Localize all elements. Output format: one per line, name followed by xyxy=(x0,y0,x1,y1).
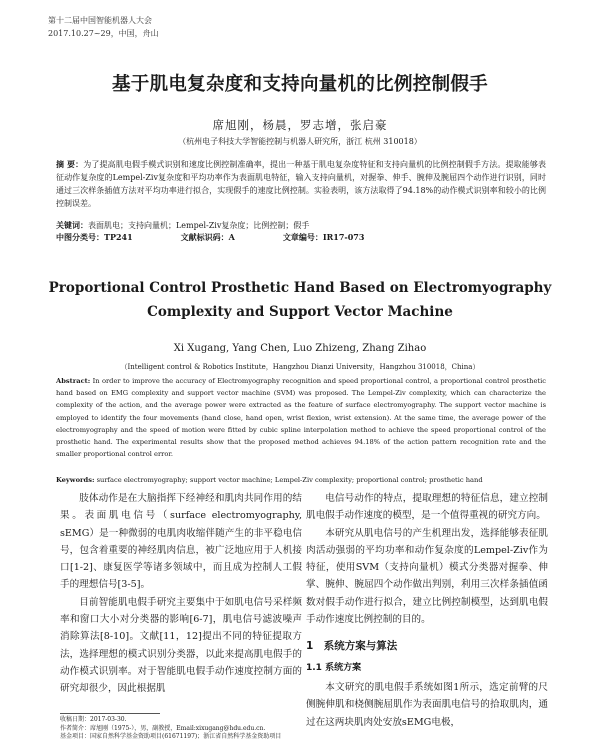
body-paragraph: 肢体动作是在大脑指挥下经神经和肌肉共同作用的结果。表面肌电信号（surface electromyography, sEMG）是一种微弱的电肌肉收缩伴随产生的非平稳电信号，包含着重要的神经肌肉信息，被广泛地应用于人机接口[1-2]、康复医学等诸多领域中，而且成为控制人工假手的理想信号[3-5]。 xyxy=(60,493,302,591)
chinese-keywords xyxy=(56,219,546,232)
conference-name: 第十二届中国智能机器人大会 xyxy=(48,16,152,25)
footnote-received: 收稿日期：2017-03-30. xyxy=(60,716,127,723)
english-authors: Xi Xugang, Yang Chen, Luo Zhizeng, Zhang Zihao xyxy=(173,343,427,354)
english-title-line1: Proportional Control Prosthetic Hand Based on Electromyography xyxy=(48,280,552,296)
body-paragraph: 电信号动作的特点，提取理想的特征信息，建立控制肌电假手动作速度的模型，是一个值得重视的研究方向。 xyxy=(306,493,548,522)
footnote-author: 作者简介：席旭刚（1975-），男，副教授，Email:xixugang@hdu.edu.cn. xyxy=(60,724,266,732)
english-keywords-label: Keywords: xyxy=(56,476,95,484)
body-column-right xyxy=(306,490,548,731)
chinese-abstract-label: 摘 要： xyxy=(56,159,84,169)
classification-ids xyxy=(56,232,546,243)
footnote xyxy=(60,716,302,742)
chinese-abstract-text: 为了提高肌电假手模式识别和速度比例控制准确率，提出一种基于肌电复杂度特征和支持向量机的比例控制假手方法。提取能够表征动作复杂度的Lempel-Ziv复杂度和平均功率作为表面肌电特征，输入支持向量机，对握拳、伸手、腕伸及腕屈四个动作进行识别，同时通过三次样条插值方法对平均功率进行拟合，实现假手的速度比例控制。实验表明，该方法取得了94.18%的动作模式识别率和较小的比例控制误差。 xyxy=(56,160,546,208)
document-code: 文献标识码：A xyxy=(180,232,235,242)
footnote-divider xyxy=(60,713,160,714)
body-paragraph: 本研究从肌电信号的产生机理出发，选择能够表征肌肉活动强弱的平均功率和动作复杂度的Lempel-Ziv作为特征，使用SVM（支持向量机）模式分类器对握拳、伸掌、腕伸、腕屈四个动作做出判别，利用三次样条插值函数对假手动作进行拟合，建立比例控制模型，达到肌电假手动作速度比例控制的目的。 xyxy=(306,527,548,626)
english-abstract-label: Abstract: xyxy=(56,377,91,385)
english-title xyxy=(0,276,600,324)
subsection-heading: 1.1 系统方案 xyxy=(306,662,362,673)
chinese-keywords-text: 表面肌电；支持向量机；Lempel-Ziv复杂度；比例控制；假手 xyxy=(88,221,310,230)
conference-date-place: 2017.10.27~29，中国，舟山 xyxy=(48,29,159,38)
english-affiliation: （Intelligent control & Robotics Institute，Hangzhou Dianzi University，Hangzhou 310018，China） xyxy=(120,363,480,371)
chinese-abstract xyxy=(56,158,546,210)
clc-number: 中图分类号：TP241 xyxy=(56,232,133,242)
body-paragraph: 目前智能肌电假手研究主要集中于如肌电信号采样频率和窗口大小对分类器的影响[6-7]，肌电信号滤波噪声消除算法[8-10]。文献[11，12]提出不同的特征提取方法，选择理想的模式识别分类器，以此来提高肌电假手的动作模式识别率。对于智能肌电假手动作速度控制方面的研究却很少，因此根据肌 xyxy=(60,596,302,695)
english-keywords xyxy=(56,475,546,485)
english-keywords-text: surface electromyography; support vector machine; Lempel-Ziv complexity; proportional control; prosthetic hand xyxy=(96,476,483,484)
body-paragraph: 本文研究的肌电假手系统如图1所示，选定前臂的尺侧腕伸肌和桡侧腕屈肌作为表面肌电信号的拾取肌肉，通过在这两块肌肉处安放sEMG电极， xyxy=(306,681,548,728)
body-column-left xyxy=(60,490,302,698)
chinese-keywords-label: 关键词： xyxy=(56,220,88,230)
english-title-line2: Complexity and Support Vector Machine xyxy=(147,304,453,320)
chinese-affiliation: （杭州电子科技大学智能控制与机器人研究所，浙江 杭州 310018） xyxy=(178,137,422,146)
conference-header xyxy=(48,14,159,40)
chinese-title: 基于肌电复杂度和支持向量机的比例控制假手 xyxy=(111,74,488,95)
footnote-fund: 基金项目：国家自然科学基金资助项目(61671197)；浙江省自然科学基金资助项目 xyxy=(60,733,282,740)
english-abstract-text: In order to improve the accuracy of Electromyography recognition and speed proportional control, a proportional control prosthetic hand based on EMG complexity and support vector machine (SVM) was proposed. The Lempel-Ziv complexity, which can characterize the complexity of the action, and the average power were extracted as the feature of surface electromyography. The support vector machine is employed to identify the four movements (hand close, hand open, wrist flexion, wrist extension). At the same time, the average power of the electromyography and the speed of motion were fitted by cubic spline interpolation method to achieve the speed proportional control of the prosthetic hand. The experimental results show that the proposed method achieves 94.18% of the action pattern recognition rate and the smaller proportional control error. xyxy=(56,377,546,459)
chinese-authors: 席旭刚，杨晨，罗志增，张启豪 xyxy=(212,118,388,132)
section-heading: 1 系统方案与算法 xyxy=(306,640,398,653)
english-abstract xyxy=(56,375,546,460)
article-number: 文章编号：IR17-073 xyxy=(282,232,365,242)
